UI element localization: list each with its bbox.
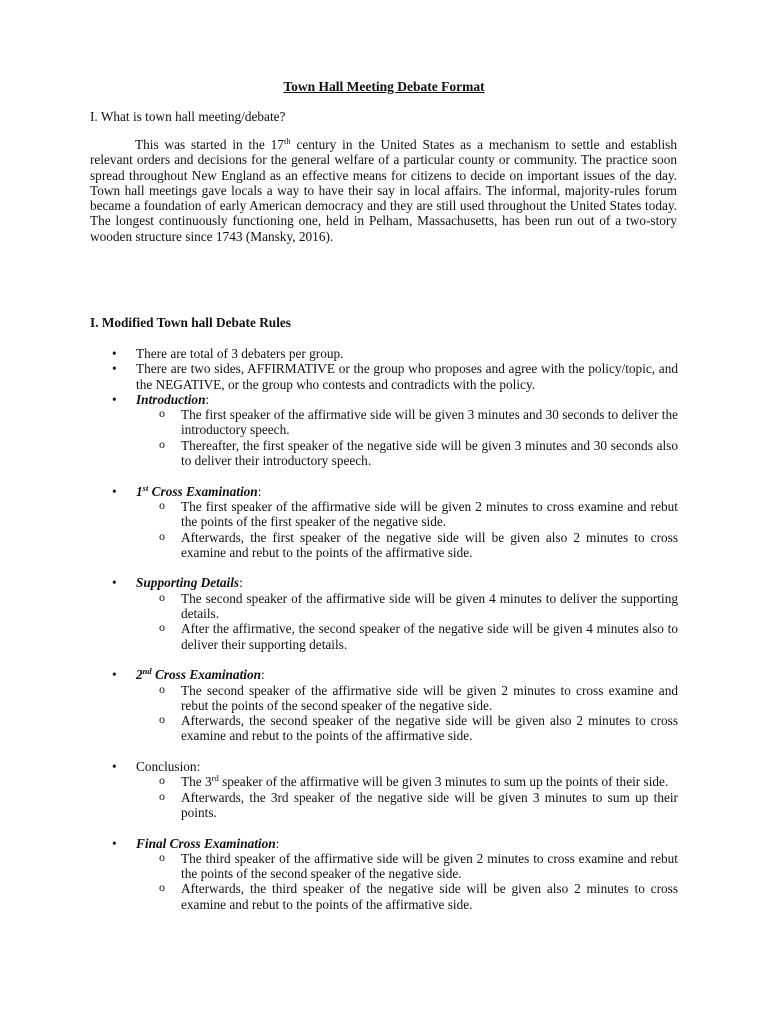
- section-heading-what-is: I. What is town hall meeting/debate?: [90, 109, 286, 124]
- supporting-item: o The second speaker of the affirmative side will be given 4 minutes to deliver the supporting details.: [136, 591, 678, 622]
- supporting-item: o After the affirmative, the second speaker of the negative side will be given 4 minutes also to deliver their supporting details.: [136, 621, 678, 652]
- rule-final-cross-examination: [90, 836, 678, 912]
- final-cross-item: o The third speaker of the affirmative side will be given 2 minutes to cross examine and rebut the points of the second speaker of the negative side.: [136, 851, 678, 882]
- section-heading-rules: I. Modified Town hall Debate Rules: [90, 315, 291, 330]
- conclusion-item: o Afterwards, the 3rd speaker of the negative side will be given 3 minutes to sum up their points.: [136, 790, 678, 821]
- cross2-label-num: 2: [136, 667, 143, 683]
- conclusion-subitems: [136, 774, 678, 820]
- cross2-colon: :: [261, 667, 265, 683]
- cross1-item: o Afterwards, the first speaker of the negative side will be given also 2 minutes to cross examine and rebut to the points of the affirmative side.: [136, 530, 678, 561]
- para-text-start: This was started in the 17: [135, 137, 284, 152]
- cross1-label-sup: st: [142, 482, 149, 493]
- intro-paragraph: [90, 137, 677, 244]
- para-text-rest: century in the United States as a mechanism to settle and establish relevant orders and decisions for the general welfare of a particular county or community. The practice soon spread throughout New England as an effective means for citizens to decide on important issues of the day. Town hall meetings gave locals a way to have their say in local affairs. The informal, majority-rules forum became a foundation of early American democracy and they are still used throughout the United States today. The longest continuously functioning one, held in Pelham, Massachusetts, has been run out of a two-story wooden structure since 1743 (Mansky, 2016).: [90, 137, 677, 244]
- cross2-subitems: [136, 683, 678, 744]
- conclusion-item-start: The 3: [181, 774, 212, 790]
- rules-list: [90, 346, 678, 912]
- final-cross-colon: :: [275, 835, 280, 851]
- rule-two-sides: • There are two sides, AFFIRMATIVE or the group who proposes and agree with the policy/topic, and the NEGATIVE, or the group who contests and contradicts with the policy.: [90, 361, 678, 392]
- cross2-item: o The second speaker of the affirmative side will be given 2 minutes to cross examine and rebut the points of the second speaker of the negative side.: [136, 683, 678, 714]
- para-superscript: th: [283, 136, 291, 146]
- rule-debaters-count: • There are total of 3 debaters per group.: [90, 346, 678, 361]
- introduction-colon: :: [205, 391, 210, 407]
- introduction-item: o Thereafter, the first speaker of the negative side will be given 3 minutes and 30 seconds also to deliver their introductory speech.: [136, 438, 678, 469]
- cross2-label: [136, 667, 261, 682]
- supporting-label: Supporting Details: [136, 575, 240, 591]
- cross1-label: [136, 484, 258, 499]
- conclusion-label: Conclusion:: [136, 759, 201, 775]
- supporting-colon: :: [239, 575, 243, 591]
- cross1-label-num: 1: [136, 483, 143, 499]
- document-title: Town Hall Meeting Debate Format: [283, 79, 485, 94]
- final-cross-label: Final Cross Examination: [136, 835, 276, 851]
- rule-conclusion: [90, 759, 678, 820]
- rule-supporting-details: [90, 575, 678, 651]
- final-cross-item: o Afterwards, the third speaker of the negative side will be given also 2 minutes to cross examine and rebut to the points of the affirmative side.: [136, 881, 678, 912]
- conclusion-item-sup: rd: [211, 773, 219, 784]
- rule-introduction: [90, 392, 678, 468]
- cross1-label-rest: Cross Examination: [148, 483, 258, 499]
- conclusion-item-rest: speaker of the affirmative will be given 3 minutes to sum up the points of their side.: [218, 774, 669, 790]
- rule-second-cross-examination: [90, 667, 678, 743]
- introduction-subitems: [136, 407, 678, 468]
- introduction-item: o The first speaker of the affirmative side will be given 3 minutes and 30 seconds to deliver the introductory speech.: [136, 407, 678, 438]
- introduction-label: Introduction: [136, 391, 206, 407]
- cross1-colon: :: [257, 483, 262, 499]
- cross1-subitems: [136, 499, 678, 560]
- conclusion-item: [136, 774, 678, 789]
- rule-first-cross-examination: [90, 484, 678, 560]
- cross2-label-rest: Cross Examination: [151, 667, 262, 683]
- final-cross-subitems: [136, 851, 678, 912]
- cross1-item: o The first speaker of the affirmative side will be given 2 minutes to cross examine and rebut the points of the first speaker of the negative side.: [136, 499, 678, 530]
- cross2-label-sup: nd: [142, 666, 152, 677]
- cross2-item: o Afterwards, the second speaker of the negative side will be given also 2 minutes to cross examine and rebut to the points of the affirmative side.: [136, 713, 678, 744]
- supporting-subitems: [136, 591, 678, 652]
